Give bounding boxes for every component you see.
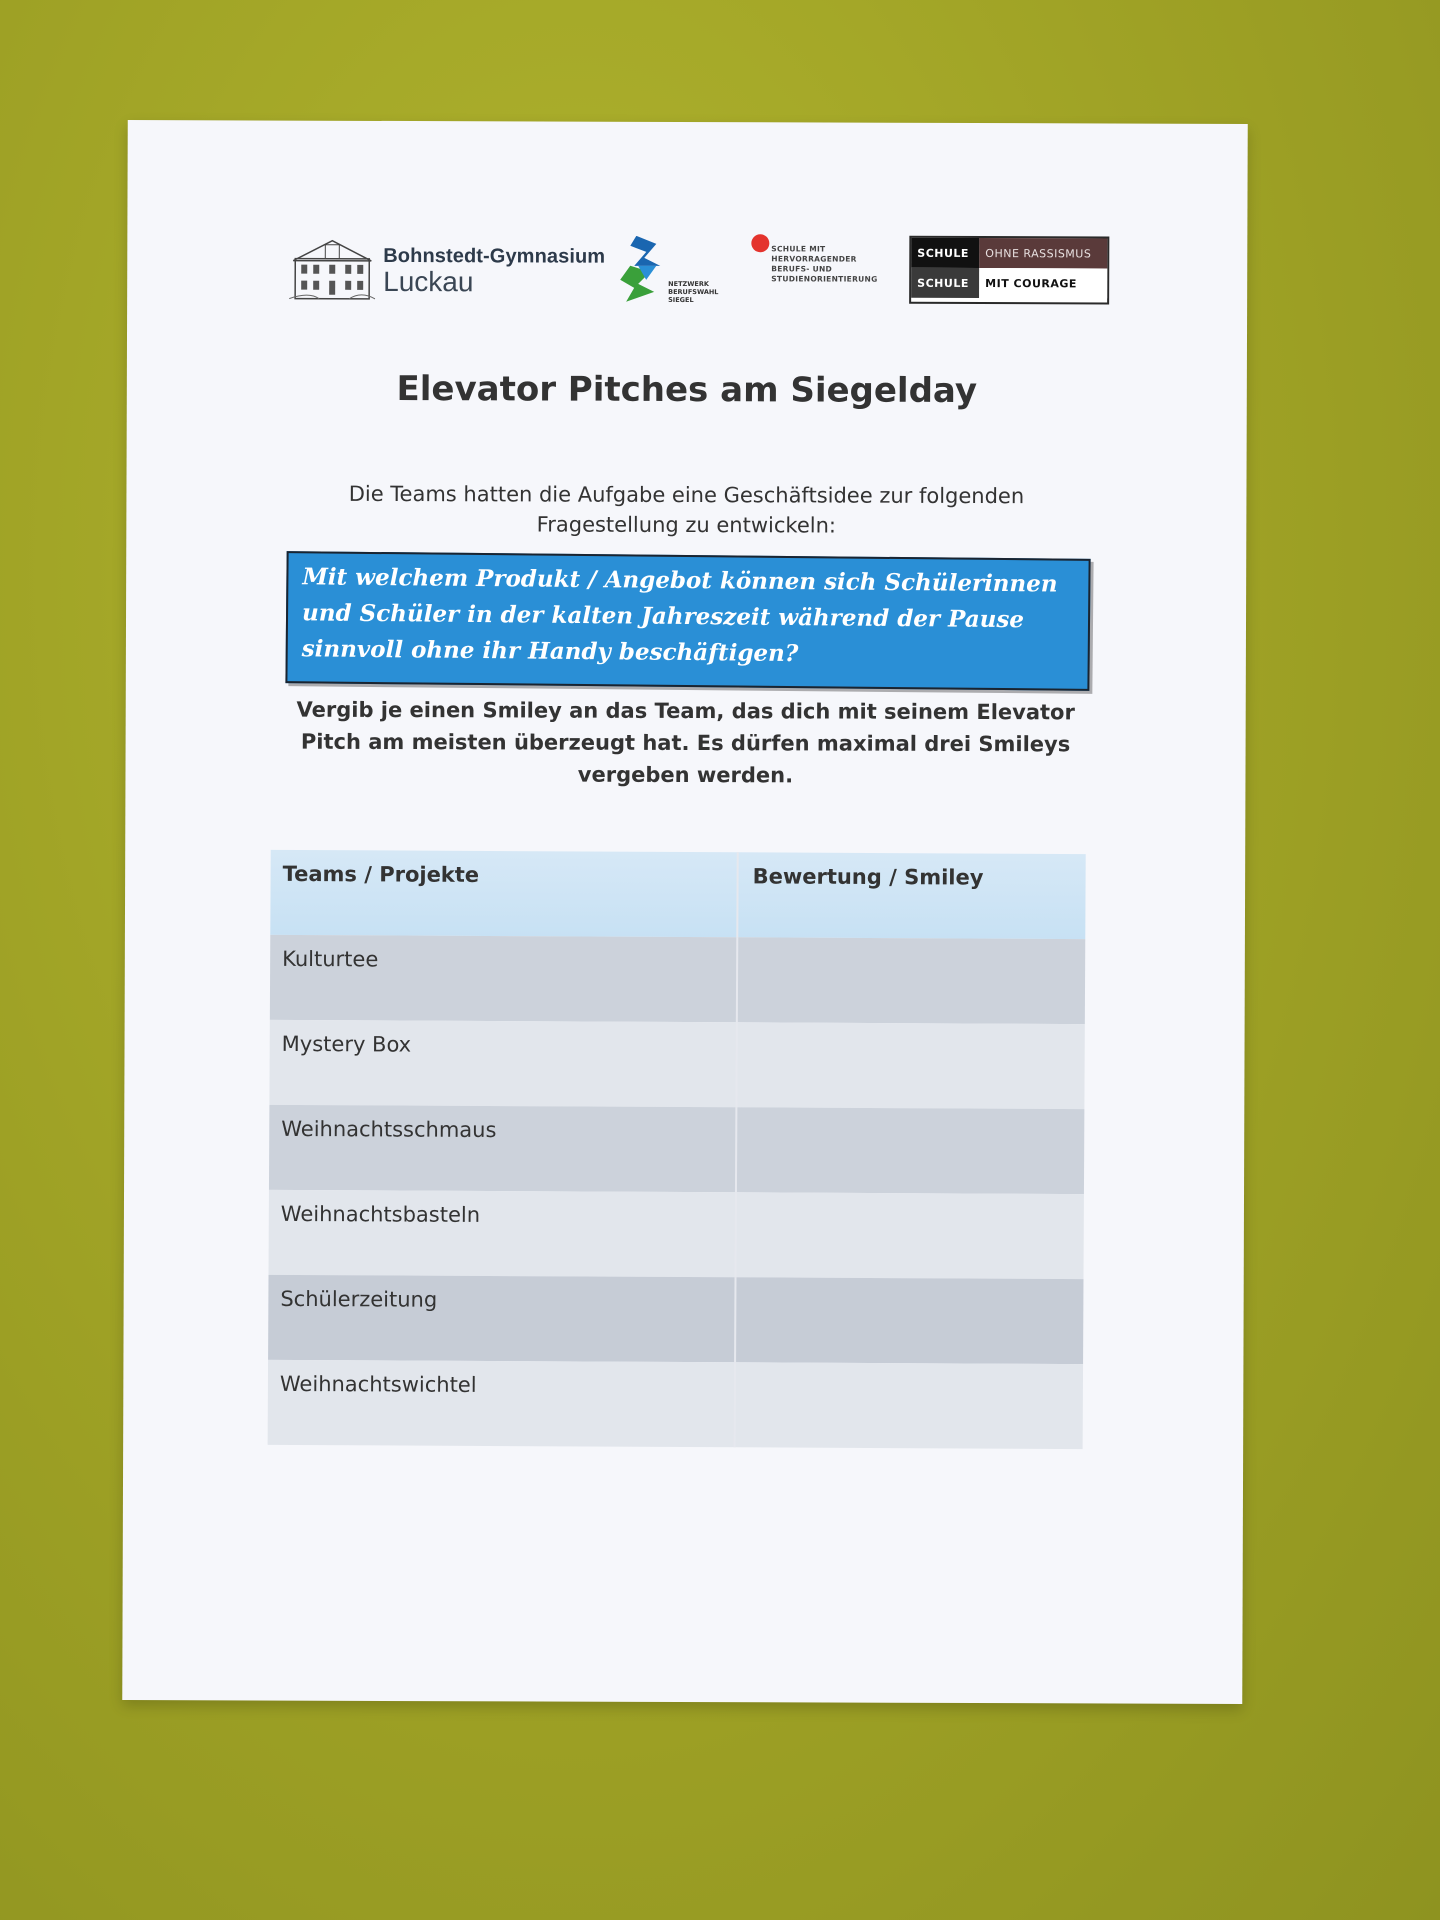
table-row bbox=[268, 1360, 1083, 1449]
intro-text: Die Teams hatten die Aufgabe eine Geschäftsidee zur folgenden Fragestellung zu entwickeln: bbox=[348, 481, 1025, 538]
rating-cell[interactable] bbox=[736, 1362, 1083, 1449]
team-name: Kulturtee bbox=[270, 935, 738, 1022]
team-name: Schülerzeitung bbox=[268, 1275, 736, 1362]
logo-bar bbox=[289, 233, 1099, 316]
table-row bbox=[269, 1105, 1084, 1194]
header-teams: Teams / Projekte bbox=[270, 850, 738, 937]
sor-label-2: SCHULE bbox=[911, 268, 979, 298]
table-header-row bbox=[270, 850, 1085, 939]
team-name: Weihnachtsschmaus bbox=[269, 1105, 737, 1192]
bo-line-2: HERVORRAGENDER bbox=[771, 254, 857, 264]
rating-cell[interactable] bbox=[737, 1192, 1084, 1279]
table-row bbox=[269, 1190, 1084, 1279]
sor-text-1: OHNE RASSISMUS bbox=[979, 238, 1107, 268]
bo-line-4: STUDIENORIENTIERUNG bbox=[771, 274, 878, 284]
table-row bbox=[270, 935, 1085, 1024]
bo-line-1: SCHULE MIT bbox=[771, 244, 826, 254]
worksheet-paper bbox=[122, 120, 1248, 1704]
rating-cell[interactable] bbox=[738, 937, 1085, 1024]
school-logo bbox=[289, 237, 605, 304]
table-row bbox=[269, 1020, 1084, 1109]
netzwerk-line-2: BERUFSWAHL bbox=[668, 287, 719, 297]
netzwerk-line-1: NETZWERK bbox=[668, 279, 709, 289]
instruction-text: Vergib je einen Smiley an das Team, das dich mit seinem Elevator Pitch am meisten überzeugt hat. Es dürfen maximal drei Smileys vergeben werden. bbox=[296, 697, 1075, 788]
netzwerk-logo bbox=[616, 236, 719, 306]
netzwerk-line-3: SIEGEL bbox=[668, 295, 694, 305]
team-name: Mystery Box bbox=[269, 1020, 737, 1107]
netzwerk-emblem-icon bbox=[616, 236, 662, 306]
school-building-icon bbox=[289, 237, 375, 303]
question-box bbox=[285, 551, 1090, 691]
team-name: Weihnachtsbasteln bbox=[269, 1190, 737, 1277]
page-title: Elevator Pitches am Siegelday bbox=[396, 368, 978, 412]
question-text: Mit welchem Produkt / Angebot können sich Schülerinnen und Schüler in der kalten Jahreszeit während der Pause sinnvoll ohne ihr Handy beschäftigen? bbox=[301, 563, 1058, 668]
team-name: Weihnachtswichtel bbox=[268, 1360, 736, 1447]
rating-table bbox=[268, 850, 1086, 1449]
sor-label-1: SCHULE bbox=[911, 238, 979, 268]
seal-dot-icon bbox=[751, 234, 769, 252]
rating-cell[interactable] bbox=[736, 1277, 1083, 1364]
rating-cell[interactable] bbox=[737, 1022, 1084, 1109]
sor-smc-logo bbox=[909, 236, 1109, 305]
berufsorientierung-logo bbox=[751, 234, 901, 305]
bo-line-3: BERUFS- UND bbox=[771, 264, 833, 274]
school-city: Luckau bbox=[383, 265, 474, 297]
header-rating: Bewertung / Smiley bbox=[752, 864, 984, 890]
school-name: Bohnstedt-Gymnasium bbox=[383, 244, 606, 268]
rating-cell[interactable] bbox=[737, 1107, 1084, 1194]
table-row bbox=[268, 1275, 1083, 1364]
sor-text-2: MIT COURAGE bbox=[979, 268, 1107, 298]
